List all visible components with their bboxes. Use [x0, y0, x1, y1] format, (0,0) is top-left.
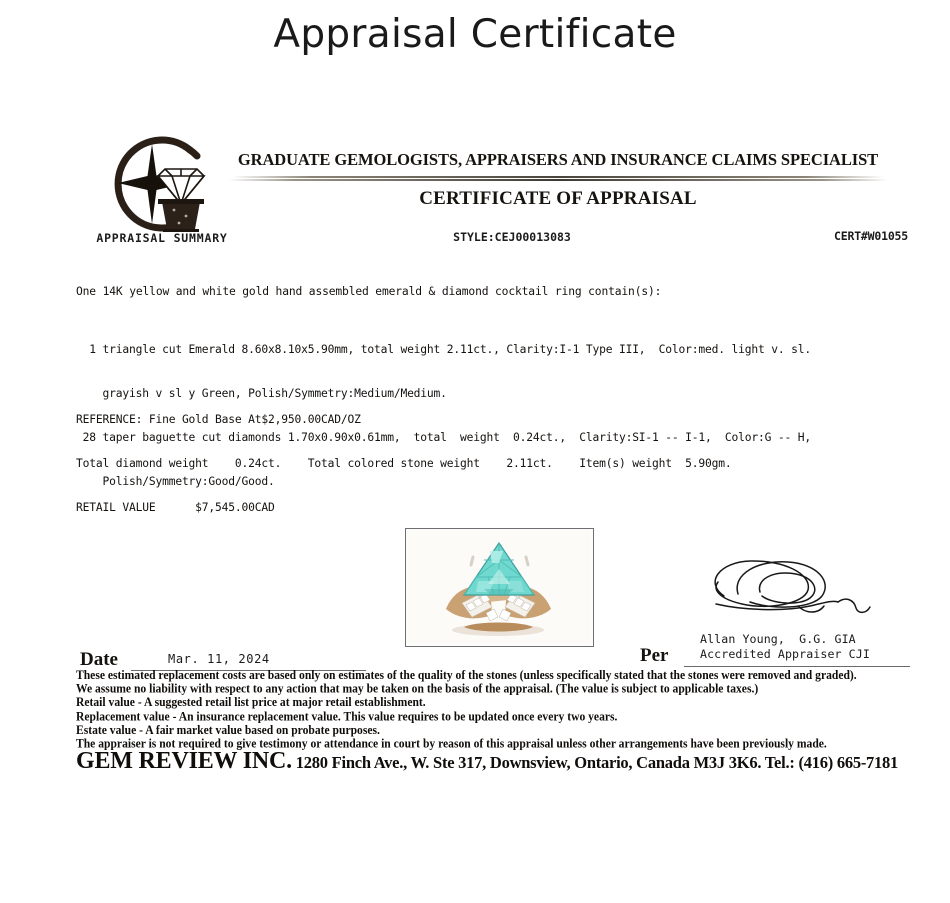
- cert-number: CERT#W01055: [834, 229, 908, 243]
- retail-value-line: RETAIL VALUE $7,545.00CAD: [76, 500, 275, 514]
- disclaimer-line: Replacement value - An insurance replacement value. This value requires to be updated once every two years.: [76, 708, 618, 724]
- disclaimer-line: These estimated replacement costs are based only on estimates of the quality of the stones (unless specifically stated that the stones were removed and graded).: [76, 667, 857, 683]
- list-item: 28 taper baguette cut diamonds 1.70x0.90x0.61mm, total weight 0.24ct., Clarity:SI-1 -- I-1, Color:G -- H,: [76, 430, 811, 444]
- ring-photograph: [405, 528, 594, 647]
- appraiser-name: Allan Young, G.G. GIA: [700, 632, 856, 646]
- appraiser-signature: [672, 552, 912, 624]
- company-name: GEM REVIEW INC.: [76, 748, 292, 774]
- disclaimer-line: Retail value - A suggested retail list price at major retail establishment.: [76, 695, 426, 710]
- logo-caption: APPRAISAL SUMMARY: [96, 231, 228, 245]
- style-number: STYLE:CEJ00013083: [453, 230, 571, 244]
- header-divider: [228, 176, 888, 181]
- item-description-intro: One 14K yellow and white gold hand assembled emerald & diamond cocktail ring contain(s):: [76, 285, 662, 298]
- reference-value-block: [76, 384, 732, 530]
- per-underline: [684, 666, 910, 667]
- date-value: Mar. 11, 2024: [168, 652, 270, 666]
- reference-line: REFERENCE: Fine Gold Base At$2,950.00CAD/OZ: [76, 413, 361, 427]
- divider-line-bottom: [228, 179, 888, 181]
- appraiser-title: Accredited Appraiser CJI: [700, 646, 870, 661]
- page-title: Appraisal Certificate: [273, 12, 677, 57]
- appraisal-summary-logo: [72, 136, 252, 254]
- company-footer: [76, 748, 898, 775]
- specialist-heading: GRADUATE GEMOLOGISTS, APPRAISERS AND INSURANCE CLAIMS SPECIALIST: [237, 150, 879, 169]
- divider-line-top: [232, 176, 884, 178]
- disclaimer-line: We assume no liability with respect to any action that may be taken on the basis of the appraisal. (The value is subject to applicable taxes.): [76, 681, 759, 697]
- certificate-title: CERTIFICATE OF APPRAISAL: [419, 188, 697, 209]
- weights-line: Total diamond weight 0.24ct. Total colored stone weight 2.11ct. Item(s) weight 5.90gm.: [76, 456, 732, 470]
- appraiser-credentials: [700, 632, 870, 661]
- list-item: 1 triangle cut Emerald 8.60x8.10x5.90mm, total weight 2.11ct., Clarity:I-1 Type III, Color:med. light v. sl.: [76, 343, 811, 357]
- list-item: grayish v sl y Green, Polish/Symmetry:Medium/Medium.: [76, 386, 447, 400]
- list-item: Polish/Symmetry:Good/Good.: [76, 474, 275, 488]
- company-address: 1280 Finch Ave., W. Ste 317, Downsview, Ontario, Canada M3J 3K6. Tel.: (416) 665-7181: [291, 753, 899, 772]
- per-label: Per: [640, 645, 669, 666]
- disclaimer-line: Estate value - A fair market value based on probate purposes.: [76, 722, 380, 738]
- disclaimer-line: The appraiser is not required to give testimony or attendance in court by reason of this appraisal unless other arrangements have been previously made.: [76, 736, 827, 751]
- date-label: Date: [80, 649, 118, 670]
- disclaimer-text: [76, 669, 876, 751]
- gem-pedestal-logo-icon: [94, 136, 226, 232]
